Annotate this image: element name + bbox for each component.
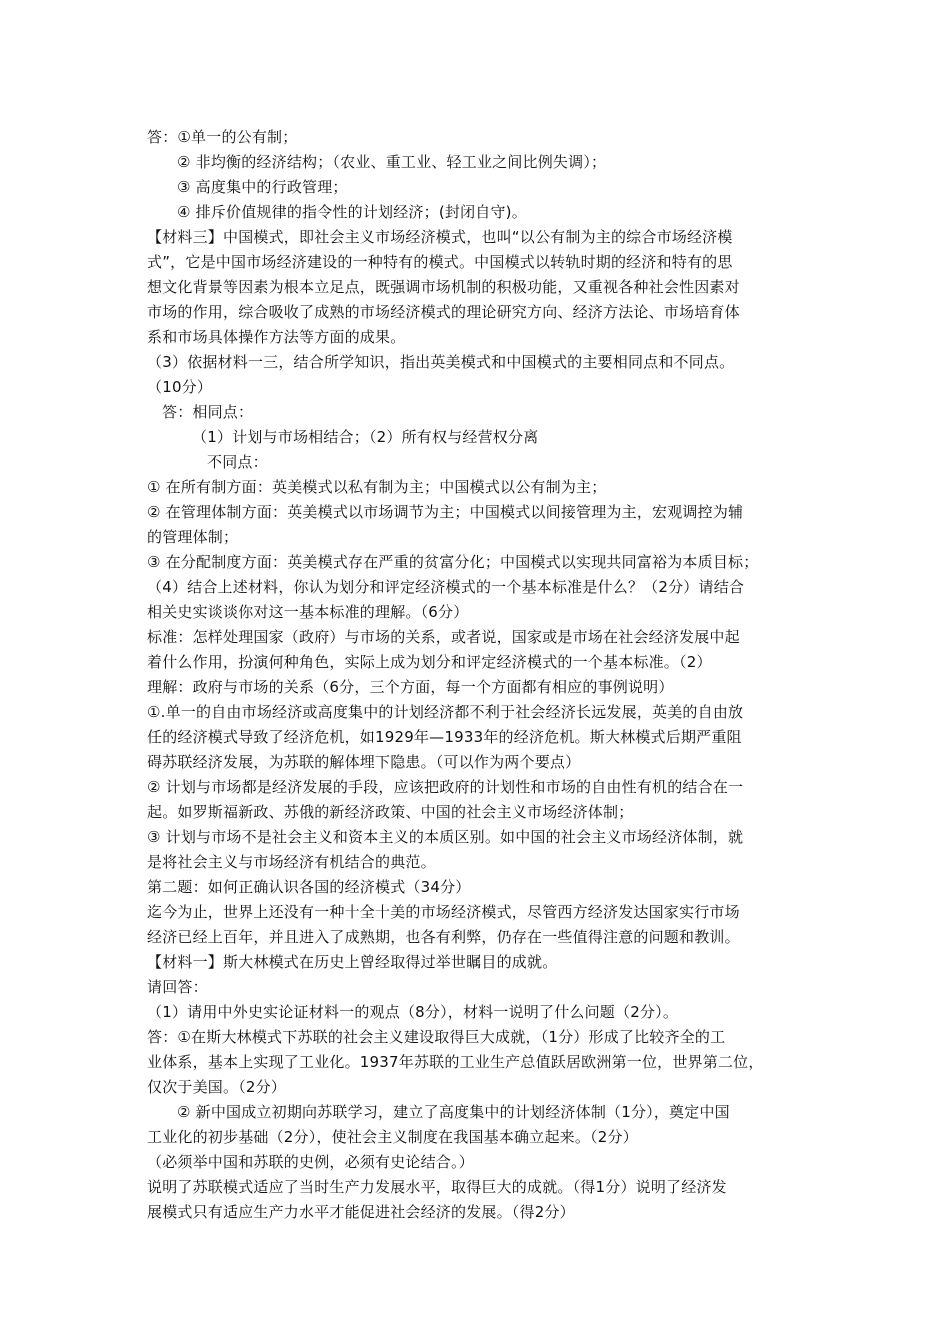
text-line: 【材料三】中国模式，即社会主义市场经济模式，也叫“以公有制为主的综合市场经济模 xyxy=(147,228,733,246)
text-line: 系和市场具体操作方法等方面的成果。 xyxy=(147,328,406,346)
text-line: ①.单一的自由市场经济或高度集中的计划经济都不利于社会经济长远发展，英美的自由放 xyxy=(147,703,744,721)
text-line: 想文化背景等因素为根本立足点，既强调市场机制的积极功能，又重视各种社会性因素对 xyxy=(147,278,740,296)
text-line: ② 在管理体制方面：英美模式以市场调节为主；中国模式以间接管理为主，宏观调控为辅 xyxy=(147,503,744,521)
text-line: 答：①单一的公有制； xyxy=(147,128,298,146)
text-line: 相关史实谈谈你对这一基本标准的理解。（6分） xyxy=(147,603,469,621)
text-line: ② 计划与市场都是经济发展的手段，应该把政府的计划性和市场的自由性有机的结合在一 xyxy=(147,778,744,796)
text-line: 【材料一】斯大林模式在历史上曾经取得过举世瞩目的成就。 xyxy=(147,953,558,971)
text-line: 展模式只有适应生产力水平才能促进社会经济的发展。（得2分） xyxy=(147,1203,575,1221)
text-line: 不同点： xyxy=(207,453,268,471)
text-line: （1）计划与市场相结合；（2）所有权与经营权分离 xyxy=(192,428,539,446)
text-line: ③ 高度集中的行政管理； xyxy=(177,178,348,196)
text-line: 迄今为止，世界上还没有一种十全十美的市场经济模式，尽管西方经济发达国家实行市场 xyxy=(147,903,740,921)
text-line: ② 新中国成立初期向苏联学习，建立了高度集中的计划经济体制（1分），奠定中国 xyxy=(177,1103,730,1121)
text-line: （10分） xyxy=(147,378,213,396)
text-line: 市场的作用，综合吸收了成熟的市场经济模式的理论研究方向、经济方法论、市场培育体 xyxy=(147,303,740,321)
text-line: 答：相同点： xyxy=(162,403,254,421)
text-line: （3）依据材料一三，结合所学知识，指出英美模式和中国模式的主要相同点和不同点。 xyxy=(147,353,735,371)
text-line: ③ 计划与市场不是社会主义和资本主义的本质区别。如中国的社会主义市场经济体制，就 xyxy=(147,828,744,846)
text-line: 请回答： xyxy=(147,978,208,996)
text-line: ① 在所有制方面：英美模式以私有制为主；中国模式以公有制为主； xyxy=(147,478,607,496)
text-line: 起。如罗斯福新政、苏俄的新经济政策、中国的社会主义市场经济体制； xyxy=(147,803,634,821)
text-line: 的管理体制； xyxy=(147,528,239,546)
text-line: ③ 在分配制度方面：英美模式存在严重的贫富分化；中国模式以实现共同富裕为本质目标； xyxy=(147,553,759,571)
text-line: 工业化的初步基础（2分），使社会主义制度在我国基本确立起来。（2分） xyxy=(147,1128,638,1146)
text-line: 碍苏联经济发展，为苏联的解体埋下隐患。（可以作为两个要点） xyxy=(147,753,581,771)
text-line: ② 非均衡的经济结构；（农业、重工业、轻工业之间比例失调）； xyxy=(177,153,607,171)
text-line: 理解：政府与市场的关系（6分，三个方面，每一个方面都有相应的事例说明） xyxy=(147,678,674,696)
text-line: （1）请用中外史实论证材料一的观点（8分），材料一说明了什么问题（2分）。 xyxy=(147,1003,679,1021)
text-line: （4）结合上述材料，你认为划分和评定经济模式的一个基本标准是什么？（2分）请结合 xyxy=(147,578,745,596)
text-line: 答：①在斯大林模式下苏联的社会主义建设取得巨大成就，（1分）形成了比较齐全的工 xyxy=(147,1028,726,1046)
text-line: （必须举中国和苏联的史例，必须有史论结合。） xyxy=(147,1153,474,1171)
text-line: 式”，它是中国市场经济建设的一种特有的模式。中国模式以转轨时期的经济和特有的思 xyxy=(147,253,733,271)
text-line: 经济已经上百年，并且进入了成熟期，也各有利弊，仍存在一些值得注意的问题和教训。 xyxy=(147,928,740,946)
text-line: 是将社会主义与市场经济有机结合的典范。 xyxy=(147,853,436,871)
text-line: 仅次于美国。（2分） xyxy=(147,1078,287,1096)
text-line: 着什么作用，扮演何种角色，实际上成为划分和评定经济模式的一个基本标准。（2） xyxy=(147,653,712,671)
text-line: 第二题：如何正确认识各国的经济模式（34分） xyxy=(147,878,471,896)
text-line: 标准：怎样处理国家（政府）与市场的关系，或者说，国家或是市场在社会经济发展中起 xyxy=(147,628,740,646)
text-line: ④ 排斥价值规律的指令性的计划经济；(封闭自守)。 xyxy=(177,203,527,221)
text-line: 任的经济模式导致了经济危机，如1929年—1933年的经济危机。斯大林模式后期严重阻 xyxy=(147,728,742,746)
text-line: 业体系，基本上实现了工业化。1937年苏联的工业生产总值跃居欧洲第一位，世界第二位， xyxy=(147,1053,764,1071)
text-line: 说明了苏联模式适应了当时生产力发展水平，取得巨大的成就。（得1分）说明了经济发 xyxy=(147,1178,727,1196)
